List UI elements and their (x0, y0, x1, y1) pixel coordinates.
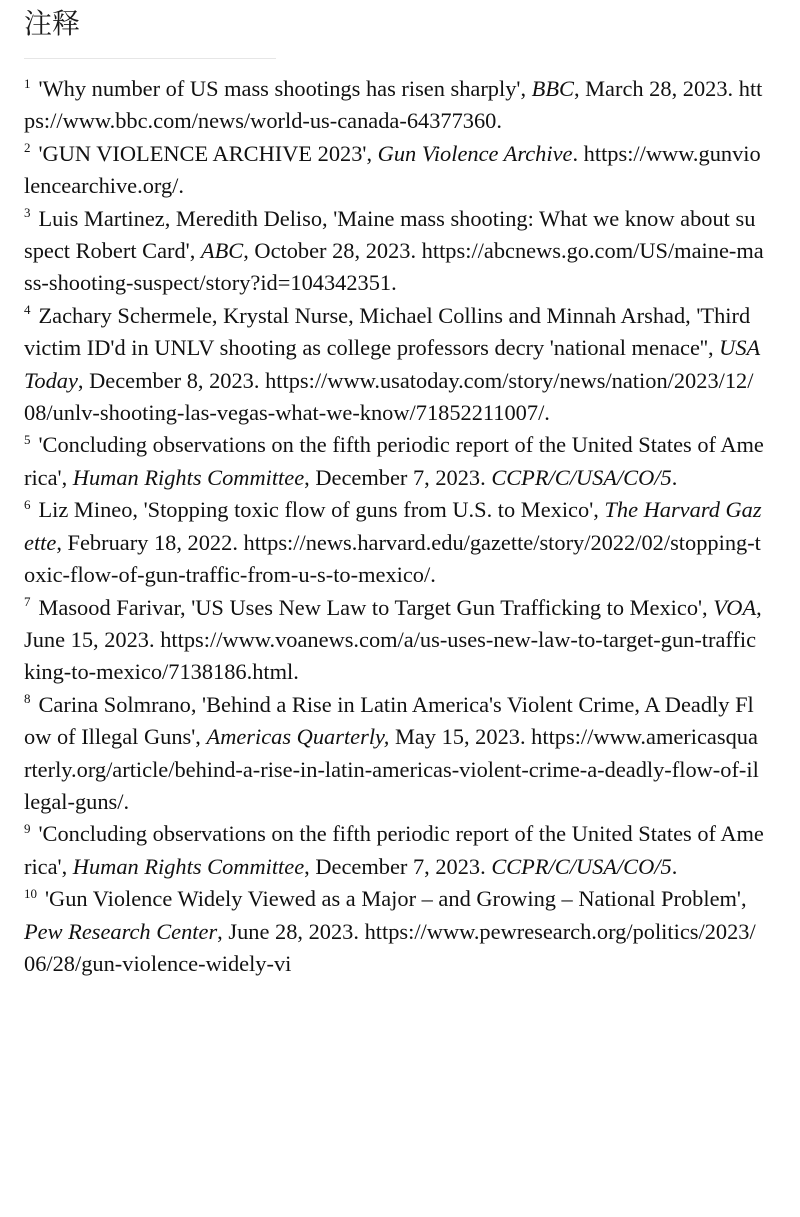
footnote-source: Human Rights Committee (72, 464, 305, 490)
footnote-text: 'Gun Violence Widely Viewed as a Major – and Growing – National Problem', (45, 886, 747, 912)
footnote-end: . (671, 464, 678, 490)
footnote-number: 8 (24, 691, 31, 707)
footnote-item (24, 300, 764, 430)
footnote-item (24, 592, 764, 689)
footnote-number: 4 (24, 302, 31, 318)
page-title: 注释 (24, 7, 81, 40)
footnote-source: Americas Quarterly, (206, 724, 390, 750)
footnote-item (24, 689, 764, 819)
footnote-source: USA Today (24, 335, 760, 393)
footnote-end: . (671, 853, 678, 879)
footnote-details: , December 7, 2023. (304, 464, 492, 490)
footnote-source: ABC (200, 238, 244, 264)
footnote-number: 2 (24, 140, 31, 156)
heading-divider (24, 58, 276, 59)
footnote-item (24, 818, 764, 883)
footnote-number: 3 (24, 205, 31, 221)
footnote-details: , June 15, 2023. https://www.voanews.com/a/us-uses-new-law-to-target-gun-trafficking-to-mexico/7138186.html. (24, 594, 762, 685)
footnote-item (24, 494, 764, 591)
footnote-text: Luis Martinez, Meredith Deliso, 'Maine mass shooting: What we know about suspect Robert Card', (24, 205, 756, 264)
footnote-number: 7 (24, 594, 31, 610)
footnote-item (24, 73, 764, 138)
footnote-details: , June 28, 2023. https://www.pewresearch.org/politics/2023/06/28/gun-violence-widely-vi (24, 918, 756, 976)
footnote-item (24, 203, 764, 300)
notes-page (24, 0, 764, 980)
footnote-source: Gun Violence Archive (377, 140, 573, 166)
footnote-document-symbol: CCPR/C/USA/CO/5 (491, 464, 672, 490)
footnote-text: 'Concluding observations on the fifth periodic report of the United States of America', (24, 821, 764, 879)
footnote-text: 'Why number of US mass shootings has risen sharply', (38, 76, 532, 101)
footnote-source: Human Rights Committee (72, 853, 305, 879)
footnote-text: Masood Farivar, 'US Uses New Law to Target Gun Trafficking to Mexico', (38, 594, 714, 620)
footnote-details: . https://www.gunviolencearchive.org/. (24, 140, 761, 199)
footnote-number: 1 (24, 75, 31, 91)
footnote-item (24, 883, 764, 980)
footnote-details: , December 8, 2023. https://www.usatoday.com/story/news/nation/2023/12/08/unlv-shooting-las-vegas-what-we-know/71852211007/. (24, 367, 754, 426)
footnote-document-symbol: CCPR/C/USA/CO/5 (491, 853, 672, 879)
footnote-source: VOA (713, 594, 757, 620)
footnote-details: , March 28, 2023. https://www.bbc.com/news/world-us-canada-64377360. (24, 76, 763, 134)
footnote-text: Zachary Schermele, Krystal Nurse, Michael Collins and Minnah Arshad, 'Third victim ID'd in UNLV shooting as college professors decry 'national menace'', (24, 302, 751, 361)
footnote-details: , February 18, 2022. https://news.harvard.edu/gazette/story/2022/02/stopping-toxic-flow-of-gun-traffic-from-u-s-to-mexico/. (24, 529, 761, 588)
footnote-number: 9 (24, 820, 31, 836)
footnote-item (24, 138, 764, 203)
footnote-number: 10 (24, 885, 37, 901)
footnote-source: Pew Research Center (24, 918, 218, 944)
footnote-details: May 15, 2023. https://www.americasquarterly.org/article/behind-a-rise-in-latin-americas-violent-crime-a-deadly-flow-of-illegal-guns/. (24, 724, 759, 814)
footnote-source: The Harvard Gazette (24, 497, 762, 555)
footnote-text: 'GUN VIOLENCE ARCHIVE 2023', (38, 140, 378, 166)
footnote-number: 5 (24, 432, 31, 447)
footnote-list (24, 73, 764, 980)
footnote-text: 'Concluding observations on the fifth periodic report of the United States of America', (24, 432, 764, 490)
footnote-source: BBC (531, 76, 574, 101)
footnote-item (24, 429, 764, 494)
footnote-details: , October 28, 2023. https://abcnews.go.com/US/maine-mass-shooting-suspect/story?id=104342351. (24, 238, 764, 296)
footnote-text: Liz Mineo, 'Stopping toxic flow of guns from U.S. to Mexico', (38, 497, 605, 523)
footnote-text: Carina Solmrano, 'Behind a Rise in Latin America's Violent Crime, A Deadly Flow of Illegal Guns', (24, 691, 754, 750)
footnote-details: , December 7, 2023. (304, 853, 492, 879)
footnote-number: 6 (24, 496, 31, 512)
